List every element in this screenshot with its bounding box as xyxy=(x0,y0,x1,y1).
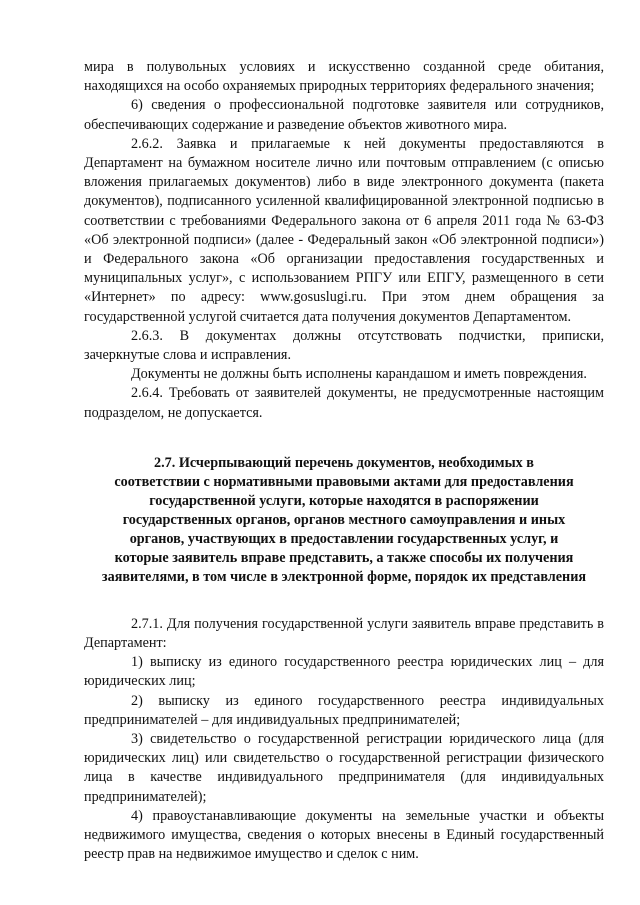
paragraph-item-6: 6) сведения о профессиональной подготовке заявителя или сотрудников, обеспечивающих содержание и разведение объектов животного мира. xyxy=(84,97,604,133)
heading-line: которые заявитель вправе представить, а также способы их получения xyxy=(114,549,574,566)
paragraph-2-6-3: 2.6.3. В документах должны отсутствовать подчистки, приписки, зачеркнутые слова и исправления. xyxy=(84,327,604,364)
heading-line: государственных органов, органов местного самоуправления и иных xyxy=(122,511,566,528)
paragraph-2-7-1: 2.7.1. Для получения государственной услуги заявитель вправе представить в Департамент: xyxy=(84,615,604,652)
heading-line: государственной услуги, которые находятся в распоряжении xyxy=(149,492,539,509)
paragraph-continuation: мира в полувольных условиях и искусственно созданной среде обитания, находящихся на особо охраняемых природных территориях федерального значения; xyxy=(84,59,604,95)
heading-line: заявителями, в том числе в электронной форме, порядок их представления xyxy=(101,568,587,585)
section-heading-2-7 xyxy=(84,454,604,587)
heading-line: соответствии с нормативными правовыми актами для предоставления xyxy=(114,473,574,490)
paragraph-item-1: 1) выписку из единого государственного реестра юридических лиц – для юридических лиц; xyxy=(84,654,604,690)
paragraph-pencil: Документы не должны быть исполнены карандашом и иметь повреждения. xyxy=(131,366,587,383)
paragraph-item-2: 2) выписку из единого государственного реестра индивидуальных предпринимателей – для индивидуальных предпринимателей; xyxy=(84,692,604,728)
body-text-bottom xyxy=(84,615,604,865)
paragraph-item-3: 3) свидетельство о государственной регистрации юридического лица (для юридических лиц) или свидетельство о государственной регистрации физического лица в качестве индивидуального предпринимателя (для индивидуальных предпринимателей); xyxy=(84,731,604,805)
paragraph-2-6-2: 2.6.2. Заявка и прилагаемые к ней документы предоставляются в Департамент на бумажном носителе лично или почтовым отправлением (с описью вложения прилагаемых документов) либо в виде электронного документа (пакета документов), подписанного усиленной квалифицированной электронной подписью в соответствии с требованиями Федерального закона от 6 апреля 2011 года № 63-ФЗ «Об электронной подписи» (далее - Федеральный закон «Об электронной подписи») и Федерального закона «Об организации предоставления государственных и муниципальных услуг», с использованием РПГУ или ЕПГУ, размещенного в сети «Интернет» по адресу: www.gosuslugi.ru. При этом днем обращения за государственной услугой считается дата получения документов Департаментом. xyxy=(84,135,604,325)
body-text-top xyxy=(84,58,604,423)
heading-line: 2.7. Исчерпывающий перечень документов, необходимых в xyxy=(154,454,534,471)
paragraph-item-4: 4) правоустанавливающие документы на земельные участки и объекты недвижимого имущества, сведения о которых внесены в Единый государственный реестр прав на недвижимое имущество и сделок с ним. xyxy=(84,807,604,863)
paragraph-2-6-4: 2.6.4. Требовать от заявителей документы, не предусмотренные настоящим подразделом, не допускается. xyxy=(84,385,604,421)
heading-line: органов, участвующих в предоставлении государственных услуг, и xyxy=(129,530,559,547)
